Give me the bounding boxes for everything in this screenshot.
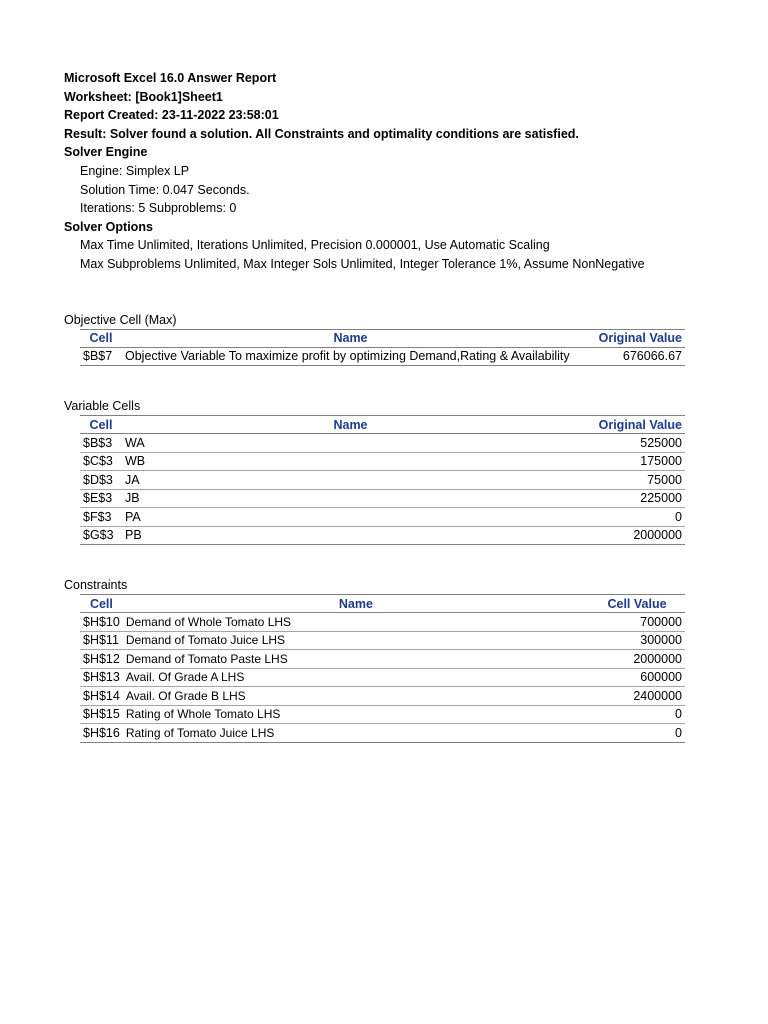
cell-ref: $H$15 — [80, 705, 123, 724]
table-row — [80, 724, 685, 743]
table-row — [80, 705, 685, 724]
constraints-table — [80, 594, 685, 743]
cell-name: JA — [122, 471, 579, 490]
solver-options-heading: Solver Options — [64, 219, 153, 234]
objective-section-label: Objective Cell (Max) — [64, 312, 177, 327]
cell-ref: $G$3 — [80, 526, 122, 545]
cell-name: PB — [122, 526, 579, 545]
cell-ref: $H$14 — [80, 687, 123, 706]
column-header-cell: Cell — [80, 416, 122, 434]
cell-name: Demand of Tomato Juice LHS — [123, 631, 589, 650]
column-header-original-value: Original Value — [579, 416, 685, 434]
cell-name: WB — [122, 452, 579, 471]
cell-value: 525000 — [579, 434, 685, 453]
table-row — [80, 687, 685, 706]
cell-value: 0 — [589, 724, 685, 743]
cell-ref: $H$11 — [80, 631, 123, 650]
cell-ref: $B$3 — [80, 434, 122, 453]
cell-ref: $D$3 — [80, 471, 122, 490]
cell-name: Avail. Of Grade B LHS — [123, 687, 589, 706]
table-header-row — [80, 595, 685, 613]
table-row — [80, 526, 685, 545]
table-row — [80, 489, 685, 508]
table-row — [80, 650, 685, 669]
options-line-2: Max Subproblems Unlimited, Max Integer Sols Unlimited, Integer Tolerance 1%, Assume NonNegative — [80, 256, 645, 271]
constraints-section-label: Constraints — [64, 578, 128, 593]
cell-name: Objective Variable To maximize profit by optimizing Demand,Rating & Availability — [122, 347, 579, 366]
cell-ref: $C$3 — [80, 452, 122, 471]
cell-value: 700000 — [589, 613, 685, 632]
table-header-row — [80, 416, 685, 434]
table-header-row — [80, 329, 685, 347]
cell-ref: $H$12 — [80, 650, 123, 669]
cell-name: Avail. Of Grade A LHS — [123, 668, 589, 687]
solver-engine-heading: Solver Engine — [64, 145, 148, 160]
cell-value: 2000000 — [579, 526, 685, 545]
report-created-line: Report Created: 23-11-2022 23:58:01 — [64, 108, 279, 123]
cell-value: 600000 — [589, 668, 685, 687]
table-row — [80, 471, 685, 490]
cell-name: PA — [122, 508, 579, 527]
table-row — [80, 434, 685, 453]
table-row — [80, 668, 685, 687]
cell-value: 75000 — [579, 471, 685, 490]
cell-name: Rating of Whole Tomato LHS — [123, 705, 589, 724]
worksheet-line: Worksheet: [Book1]Sheet1 — [64, 89, 223, 104]
column-header-name: Name — [122, 329, 579, 347]
cell-ref: $H$16 — [80, 724, 123, 743]
report-title: Microsoft Excel 16.0 Answer Report — [64, 71, 277, 85]
cell-value: 2400000 — [589, 687, 685, 706]
table-row — [80, 452, 685, 471]
cell-name: Rating of Tomato Juice LHS — [123, 724, 589, 743]
cell-ref: $E$3 — [80, 489, 122, 508]
cell-name: WA — [122, 434, 579, 453]
result-line: Result: Solver found a solution. All Constraints and optimality conditions are satisfied. — [64, 126, 579, 141]
cell-value: 175000 — [579, 452, 685, 471]
column-header-name: Name — [122, 416, 579, 434]
options-line-1: Max Time Unlimited, Iterations Unlimited, Precision 0.000001, Use Automatic Scaling — [80, 238, 550, 253]
cell-value: 300000 — [589, 631, 685, 650]
report-header — [64, 69, 688, 274]
answer-report — [64, 69, 688, 743]
column-header-original-value: Original Value — [579, 329, 685, 347]
cell-ref: $B$7 — [80, 347, 122, 366]
column-header-cell: Cell — [80, 595, 123, 613]
variables-section-label: Variable Cells — [64, 399, 141, 414]
column-header-cell: Cell — [80, 329, 122, 347]
cell-ref: $H$10 — [80, 613, 123, 632]
objective-table — [80, 329, 685, 367]
iterations-line: Iterations: 5 Subproblems: 0 — [80, 201, 237, 216]
variables-table — [80, 415, 685, 545]
cell-value: 0 — [579, 508, 685, 527]
cell-name: Demand of Tomato Paste LHS — [123, 650, 589, 669]
engine-line: Engine: Simplex LP — [80, 163, 190, 178]
cell-value: 0 — [589, 705, 685, 724]
table-row — [80, 613, 685, 632]
cell-value: 225000 — [579, 489, 685, 508]
table-row — [80, 631, 685, 650]
table-row — [80, 347, 685, 366]
cell-name: JB — [122, 489, 579, 508]
column-header-name: Name — [123, 595, 589, 613]
cell-value: 2000000 — [589, 650, 685, 669]
column-header-cell-value: Cell Value — [589, 595, 685, 613]
cell-name: Demand of Whole Tomato LHS — [123, 613, 589, 632]
cell-value: 676066.67 — [579, 347, 685, 366]
cell-ref: $F$3 — [80, 508, 122, 527]
solution-time-line: Solution Time: 0.047 Seconds. — [80, 182, 250, 197]
cell-ref: $H$13 — [80, 668, 123, 687]
table-row — [80, 508, 685, 527]
